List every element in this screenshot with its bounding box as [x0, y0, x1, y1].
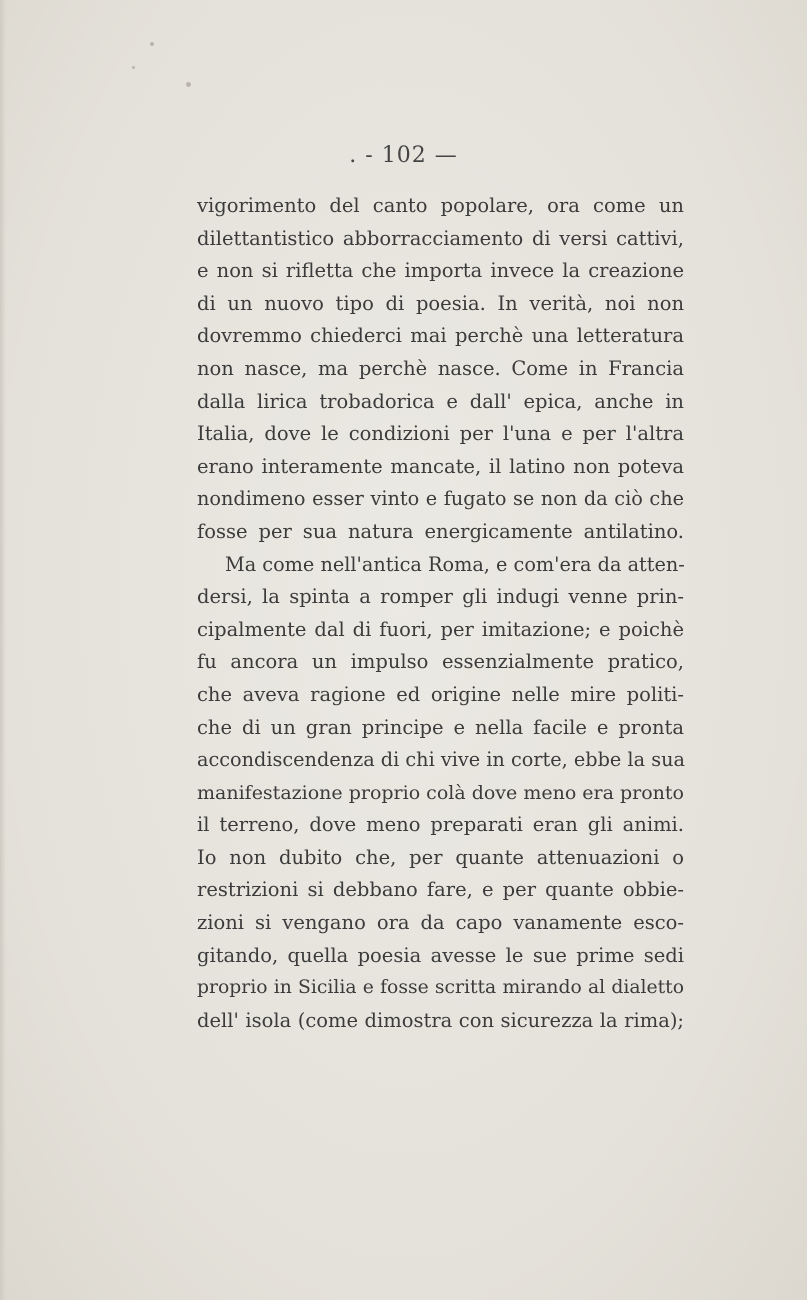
text-line: nondimeno esser vinto e fugato se non da ciò che — [197, 487, 684, 511]
text-line: di un nuovo tipo di poesia. In verità, noi non — [197, 291, 684, 315]
text-line: dalla lirica trobadorica e dall' epica, anche in — [197, 389, 684, 413]
text-line: zioni si vengano ora da capo vanamente esco- — [197, 911, 684, 935]
text-line: Ma come nell'antica Roma, e com'era da atten- — [225, 552, 685, 576]
text-line: erano interamente mancate, il latino non poteva — [197, 454, 684, 478]
text-line: Italia, dove le condizioni per l'una e per l'altra — [197, 422, 684, 446]
text-line: proprio in Sicilia e fosse scritta mirando al dialetto — [197, 977, 684, 999]
text-line: vigorimento del canto popolare, ora come un — [197, 194, 684, 217]
text-line: che aveva ragione ed origine nelle mire politi- — [197, 682, 684, 706]
body-text — [197, 190, 684, 1037]
text-line: fu ancora un impulso essenzialmente pratico, — [197, 650, 684, 674]
text-line: dilettantistico abborracciamento di versi cattivi, — [197, 226, 684, 250]
text-line: gitando, quella poesia avesse le sue prime sedi — [197, 943, 684, 967]
text-line: dell' isola (come dimostra con sicurezza la rima); — [197, 1008, 684, 1032]
page-number: . - 102 — — [349, 143, 458, 168]
text-line: restrizioni si debbano fare, e per quante obbie- — [197, 878, 684, 902]
page-gutter-edge — [0, 0, 6, 1300]
text-line: accondiscendenza di chi vive in corte, ebbe la sua — [197, 748, 685, 772]
paper-speck — [132, 66, 135, 69]
text-line: il terreno, dove meno preparati eran gli animi. — [197, 813, 684, 837]
text-line: non nasce, ma perchè nasce. Come in Francia — [197, 356, 684, 380]
text-line: e non si rifletta che importa invece la creazione — [197, 259, 684, 283]
text-line: dovremmo chiederci mai perchè una letteratura — [197, 324, 684, 348]
text-line: manifestazione proprio colà dove meno era pronto — [197, 781, 684, 804]
text-line: cipalmente dal di fuori, per imitazione; e poichè — [197, 617, 684, 641]
paper-speck — [150, 42, 154, 46]
text-line: che di un gran principe e nella facile e pronta — [197, 715, 684, 739]
paper-speck — [186, 82, 191, 87]
text-line: fosse per sua natura energicamente antilatino. — [197, 519, 684, 543]
text-line: dersi, la spinta a romper gli indugi venne prin- — [197, 585, 684, 609]
text-line: Io non dubito che, per quante attenuazioni o — [197, 845, 684, 869]
